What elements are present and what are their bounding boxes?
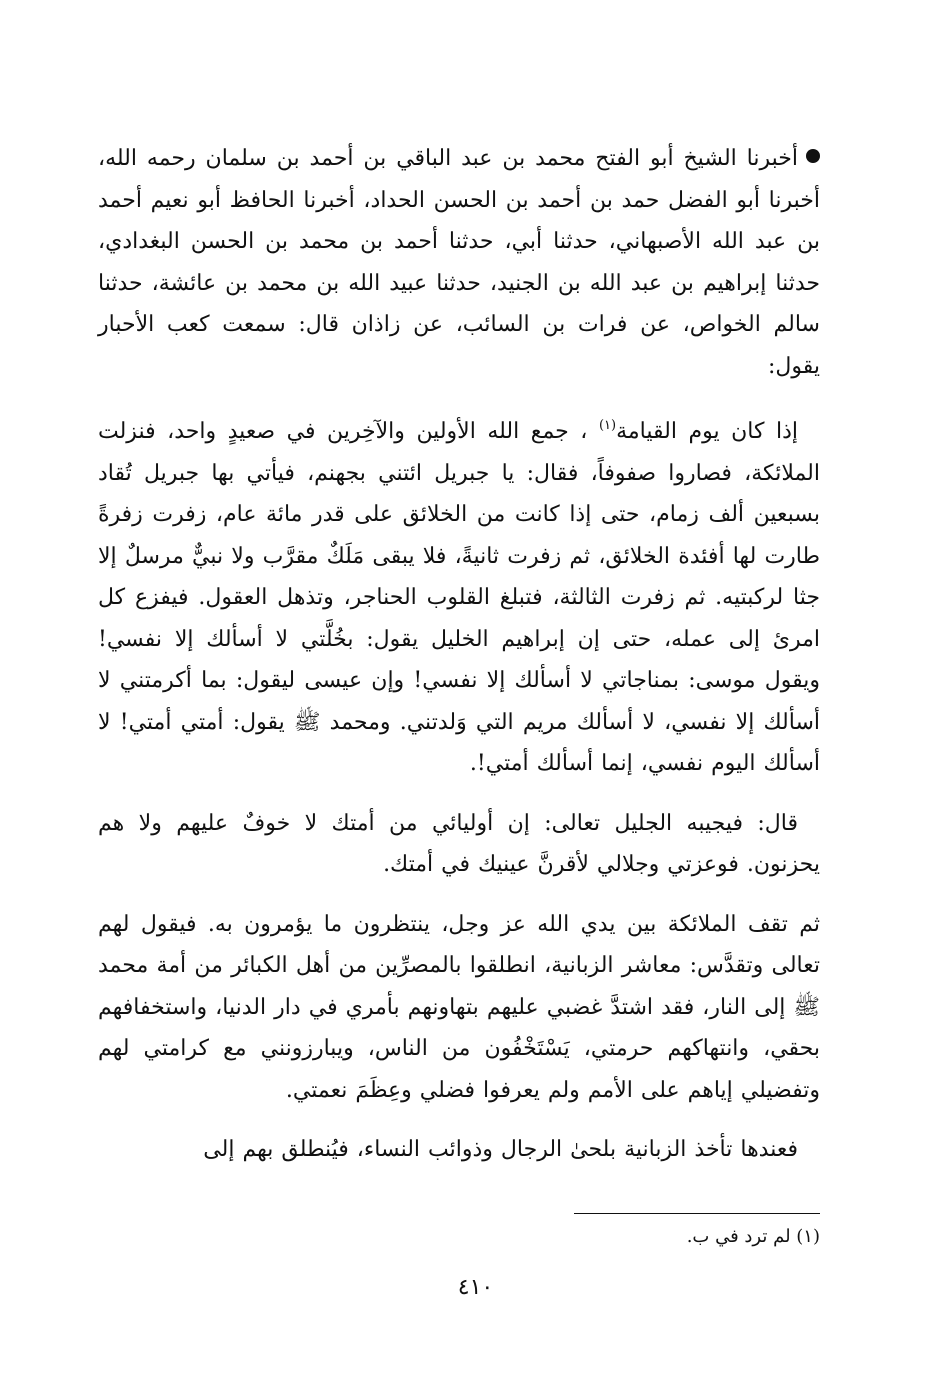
page-body (98, 138, 820, 1171)
footnote-divider (574, 1213, 820, 1214)
paragraph-zabaniya (98, 1129, 820, 1171)
paragraph-angels-command-text: ثم تقف الملائكة بين يدي الله عز وجل، ينتظرون ما يؤمرون به. فيقول لهم تعالى وتقدَّس: معاشر الزبانية، انطلقوا بالمصرِّين من أهل الكبائر من أمة محمد ﷺ إلى النار، فقد اشتدَّ غضبي عليهم بتهاونهم بأمري في دار الدنيا، واستخفافهم بحقي، وانتهاكهم حرمتي، يَسْتَخْفُون من الناس، ويبارزونني مع كرامتي لهم وتفضيلي إياهم على الأمم ولم يعرفوا فضلي وعِظَمَ نعمتي. (98, 911, 820, 1103)
page-number: ٤١٠ (457, 1275, 494, 1300)
footnote: (١) لم ترد في ب. (686, 1226, 820, 1247)
paragraph-day-of-judgment-start: إذا كان يوم القيامة (616, 419, 798, 444)
paragraph-isnad (98, 138, 820, 387)
paragraph-angels-command (98, 904, 820, 1112)
paragraph-divine-reply-text: قال: فيجيبه الجليل تعالى: إن أوليائي من أمتك لا خوفٌ عليهم ولا هم يحزنون. فوعزتي وجلالي لأقرنَّ عينيك في أمتك. (98, 810, 820, 877)
paragraph-day-of-judgment (98, 411, 820, 785)
paragraph-zabaniya-text: فعندها تأخذ الزبانية بلحىٰ الرجال وذوائب النساء، فيُنطلق بهم إلى (203, 1137, 798, 1162)
footnote-reference: (١) (598, 418, 617, 433)
paragraph-day-of-judgment-rest: ، جمع الله الأولين والآخِرين في صعيدٍ واحد، فنزلت الملائكة، فصاروا صفوفاً، فقال: يا جبريل ائتني بجهنم، فيأتي بها جبريل تُقاد بسبعين ألف زمام، حتى إذا كانت من الخلائق على قدر مائة عام، زفرت زفرةً طارت لها أفئدة الخلائق، ثم زفرت ثانيةً، فلا يبقى مَلَكٌ مقرَّب ولا نبيٌّ مرسلٌ إلا جثا لركبتيه. ثم زفرت الثالثة، فتبلغ القلوب الحناجر، وتذهل العقول. فيفزع كل امرئ إلى عمله، حتى إن إبراهيم الخليل يقول: بخُلَّتي لا أسألك إلا نفسي! ويقول موسى: بمناجاتي لا أسألك إلا نفسي! وإن عيسى ليقول: بما أكرمتني لا أسألك إلا نفسي، لا أسألك مريم التي وَلدتني. ومحمد ﷺ يقول: أمتي أمتي! لا أسألك اليوم نفسي، إنما أسألك أمتي!. (98, 419, 820, 776)
bullet-icon (806, 149, 820, 163)
paragraph-divine-reply (98, 803, 820, 886)
paragraph-isnad-text: أخبرنا الشيخ أبو الفتح محمد بن عبد الباقي بن أحمد بن سلمان رحمه الله، أخبرنا أبو الفضل حمد بن أحمد بن الحسن الحداد، أخبرنا الحافظ أبو نعيم أحمد بن عبد الله الأصبهاني، حدثنا أبي، حدثنا أحمد بن محمد بن الحسن البغدادي، حدثنا إبراهيم بن عبد الله بن الجنيد، حدثنا عبيد الله بن محمد بن عائشة، حدثنا سالم الخواص، عن فرات بن السائب، عن زاذان قال: سمعت كعب الأحبار يقول: (98, 146, 820, 379)
